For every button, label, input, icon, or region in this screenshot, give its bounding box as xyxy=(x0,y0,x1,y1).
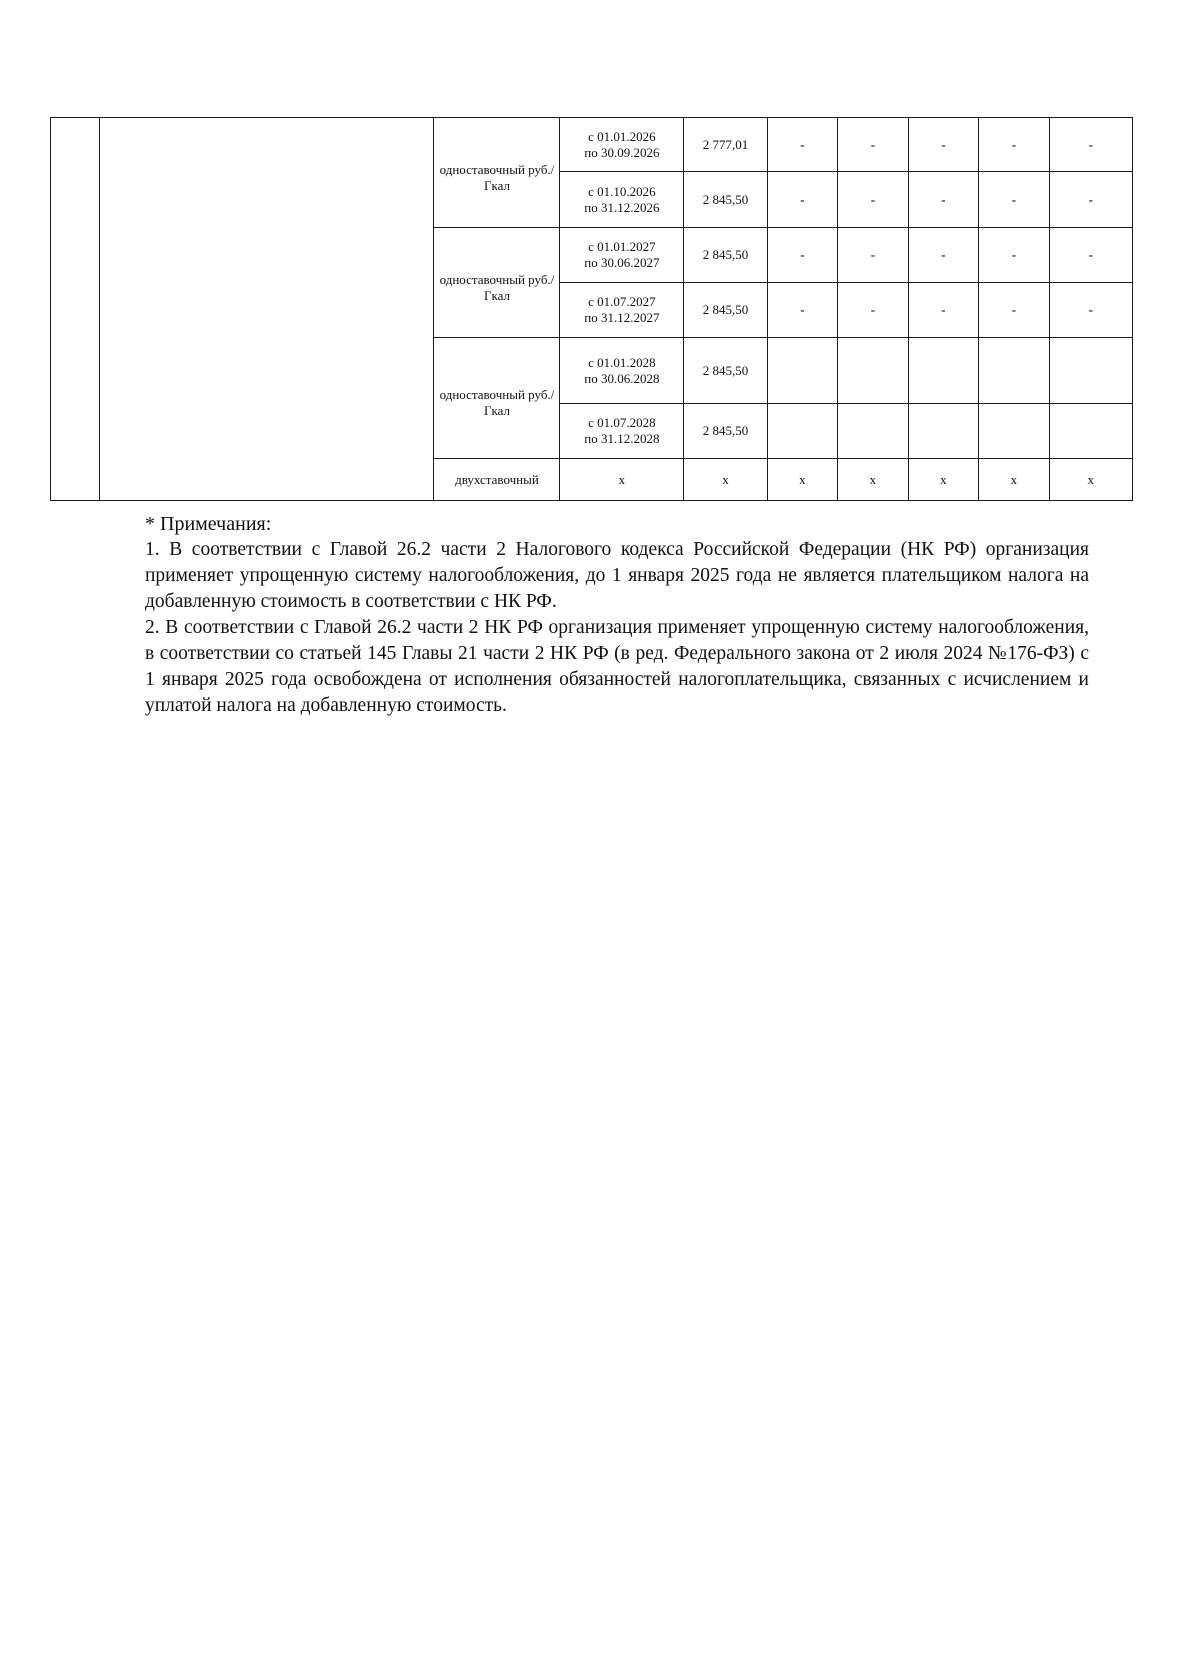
empty-cell xyxy=(1049,404,1132,459)
dash-cell: - xyxy=(1049,172,1132,228)
tariff-type-cell: одноставочный руб./Гкал xyxy=(434,228,560,338)
dash-cell: - xyxy=(1049,283,1132,338)
empty-cell xyxy=(979,404,1049,459)
x-cell: х xyxy=(684,459,767,501)
x-cell: х xyxy=(1049,459,1132,501)
tariff-value-cell: 2 845,50 xyxy=(684,283,767,338)
period-cell: с 01.01.2027 по 30.06.2027 xyxy=(560,228,684,283)
notes-header: * Примечания: xyxy=(145,513,272,535)
dash-cell: - xyxy=(767,228,837,283)
dash-cell: - xyxy=(979,228,1049,283)
x-cell: х xyxy=(838,459,908,501)
dash-cell: - xyxy=(908,283,978,338)
empty-cell xyxy=(908,404,978,459)
empty-cell xyxy=(838,404,908,459)
dash-cell: - xyxy=(767,283,837,338)
dash-cell: - xyxy=(1049,228,1132,283)
period-cell: с 01.07.2027 по 31.12.2027 xyxy=(560,283,684,338)
empty-cell xyxy=(767,404,837,459)
tariff-type-cell: одноставочный руб./Гкал xyxy=(434,118,560,228)
x-cell: х xyxy=(560,459,684,501)
tariff-value-cell: 2 845,50 xyxy=(684,172,767,228)
x-cell: х xyxy=(767,459,837,501)
dash-cell: - xyxy=(908,228,978,283)
empty-cell xyxy=(908,338,978,404)
dash-cell: - xyxy=(1049,118,1132,172)
x-cell: х xyxy=(979,459,1049,501)
dash-cell: - xyxy=(767,172,837,228)
dash-cell: - xyxy=(979,118,1049,172)
dash-cell: - xyxy=(908,118,978,172)
empty-cell xyxy=(838,338,908,404)
period-cell: с 01.01.2028 по 30.06.2028 xyxy=(560,338,684,404)
empty-cell xyxy=(979,338,1049,404)
organization-cell xyxy=(100,118,434,501)
x-cell: х xyxy=(908,459,978,501)
dash-cell: - xyxy=(979,172,1049,228)
period-cell: с 01.10.2026 по 31.12.2026 xyxy=(560,172,684,228)
tariff-value-cell: 2 845,50 xyxy=(684,338,767,404)
tariff-type-cell: двухставочный xyxy=(434,459,560,501)
note-item: 2. В соответствии с Главой 26.2 части 2 НК РФ организация применяет упрощенную систему налогообложения, в соответствии со статьей 145 Главы 21 части 2 НК РФ (в ред. Федерального закона от 2 июля 2024 №176-ФЗ) с 1 января 2025 года освобождена от исполнения обязанностей налогоплательщика, связанных с исчислением и уплатой налога на добавленную стоимость. xyxy=(145,617,1089,716)
dash-cell: - xyxy=(838,283,908,338)
dash-cell: - xyxy=(838,172,908,228)
tariff-value-cell: 2 845,50 xyxy=(684,404,767,459)
tariff-type-cell: одноставочный руб./Гкал xyxy=(434,338,560,459)
notes-section xyxy=(145,511,1089,719)
dash-cell: - xyxy=(838,228,908,283)
empty-cell xyxy=(767,338,837,404)
dash-cell: - xyxy=(767,118,837,172)
table-row xyxy=(51,118,1133,172)
note-item: 1. В соответствии с Главой 26.2 части 2 Налогового кодекса Российской Федерации (НК РФ) организация применяет упрощенную систему налогообложения, до 1 января 2025 года не является плательщиком налога на добавленную стоимость в соответствии с НК РФ. xyxy=(145,539,1089,612)
number-cell xyxy=(51,118,100,501)
period-cell: с 01.07.2028 по 31.12.2028 xyxy=(560,404,684,459)
dash-cell: - xyxy=(979,283,1049,338)
tariff-table xyxy=(50,117,1133,501)
period-cell: с 01.01.2026 по 30.09.2026 xyxy=(560,118,684,172)
tariff-value-cell: 2 777,01 xyxy=(684,118,767,172)
dash-cell: - xyxy=(908,172,978,228)
tariff-value-cell: 2 845,50 xyxy=(684,228,767,283)
empty-cell xyxy=(1049,338,1132,404)
dash-cell: - xyxy=(838,118,908,172)
